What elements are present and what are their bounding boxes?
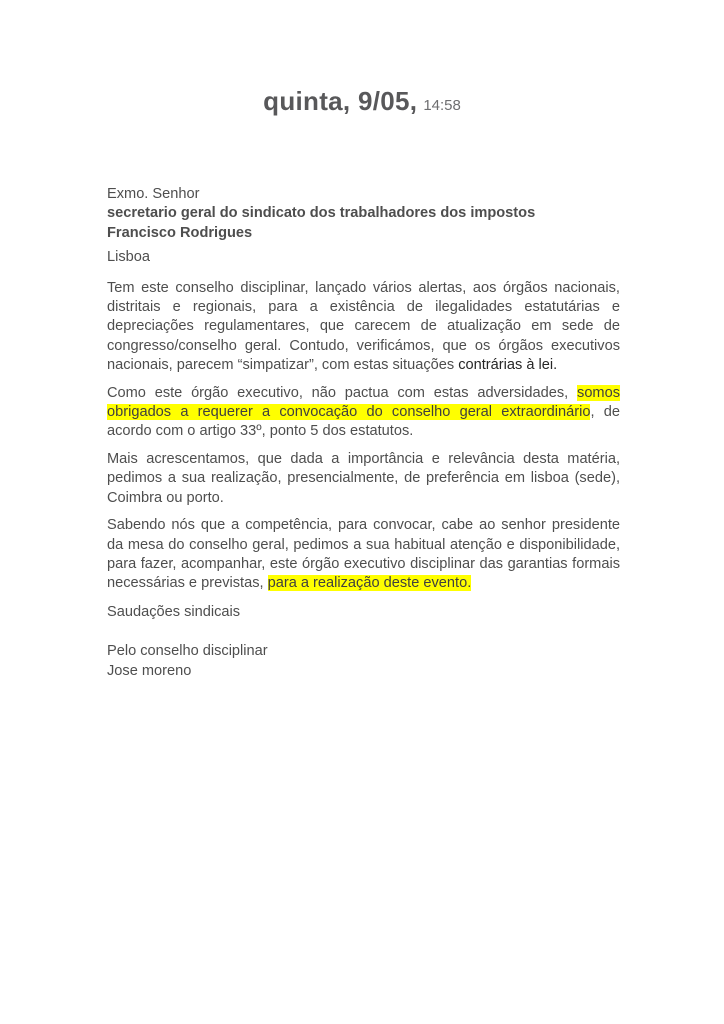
paragraph-alerts-emphasis: contrárias à lei.: [458, 357, 558, 374]
paragraph-competence: [107, 516, 620, 594]
letter-content: [107, 185, 620, 681]
recipient-salutation: Exmo. Senhor: [107, 186, 200, 202]
paragraph-request: [107, 384, 620, 442]
paragraph-alerts: [107, 279, 620, 376]
paragraph-competence-text: Sabendo nós que a competência, para convocar, cabe ao senhor presidente da mesa do conselho geral, pedimos a sua habitual atenção e disponibilidade, para fazer, acompanhar, este órgão executivo disciplinar das garantias formais necessárias e previstas,: [107, 517, 620, 592]
paragraph-location-text: Mais acrescentamos, que dada a importância e relevância desta matéria, pedimos a sua realização, presencialmente, de preferência em lisboa (sede), Coimbra ou porto.: [107, 450, 620, 506]
signature-block: [107, 642, 620, 681]
recipient-block: [107, 185, 620, 243]
header-time: 14:58: [423, 97, 461, 114]
paragraph-request-after: , de acordo com o artigo 33º, ponto 5 dos estatutos.: [107, 404, 620, 440]
recipient-city: Lisboa: [107, 249, 151, 266]
letter-header: [0, 0, 724, 117]
highlighted-convocation-text: somos obrigados a requerer a convocação do conselho geral extraordinário: [107, 384, 620, 421]
recipient-role: secretario geral do sindicato dos trabalhadores dos impostos: [107, 205, 536, 222]
highlighted-event-text: para a realização deste evento.: [267, 575, 472, 592]
paragraph-location: [107, 450, 620, 508]
header-date: quinta, 9/05,: [263, 86, 418, 116]
closing-salutation: Saudações sindicais: [107, 603, 241, 620]
recipient-name: Francisco Rodrigues: [107, 224, 253, 241]
paragraph-request-text: Como este órgão executivo, não pactua com estas adversidades,: [107, 384, 578, 401]
paragraph-alerts-text: Tem este conselho disciplinar, lançado vários alertas, aos órgãos nacionais, distritais e regionais, para a existência de ilegalidades estatutárias e depreciações regulamentares, que carecem de atualização em sede de congresso/conselho geral. Contudo, verificámos, que os órgãos executivos nacionais, parecem “simpatizar”, com estas situações: [107, 279, 620, 374]
signature-group: Pelo conselho disciplinar: [107, 643, 268, 660]
signature-name: Jose moreno: [107, 662, 192, 679]
